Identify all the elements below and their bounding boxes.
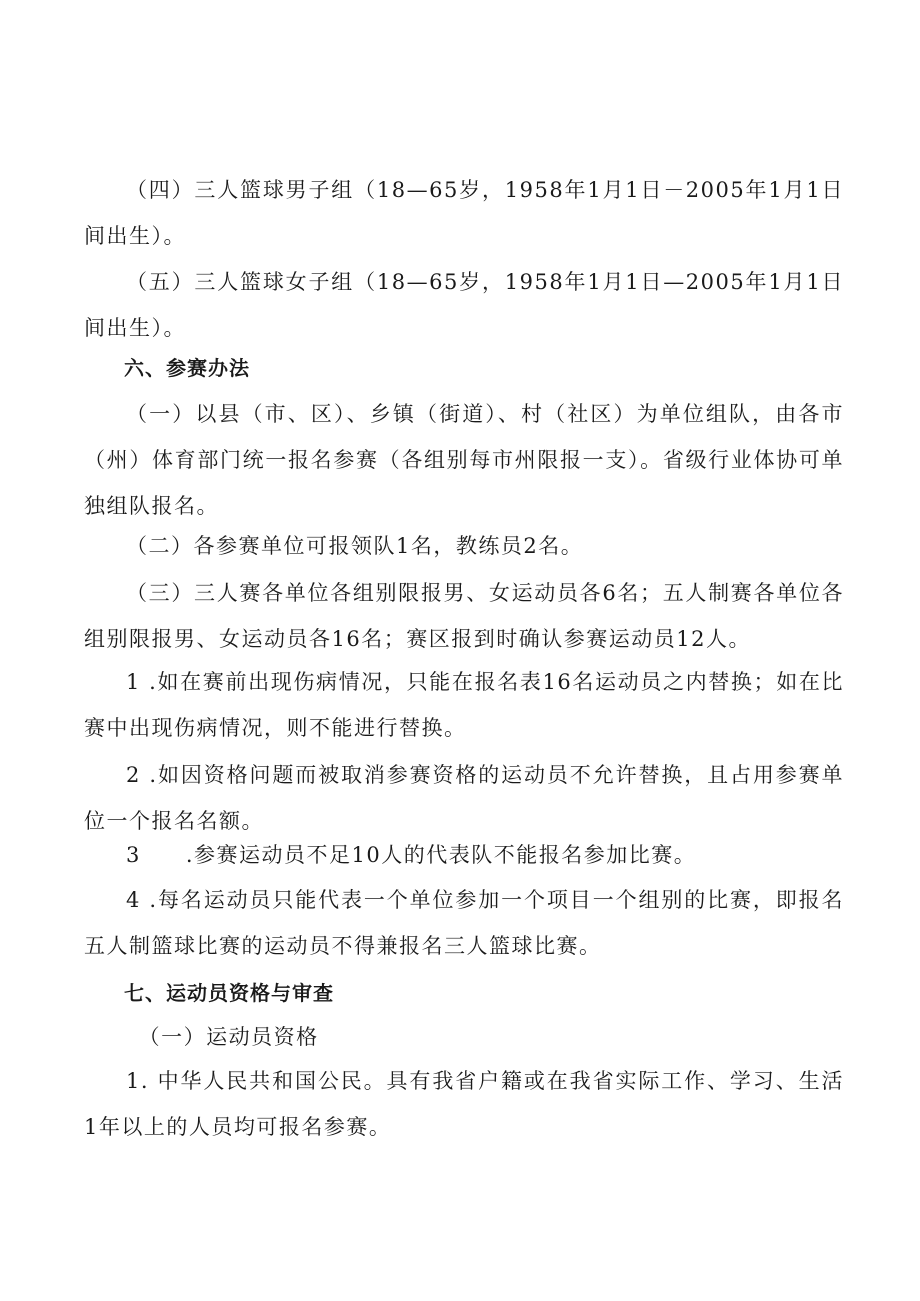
paragraph-group-four: （四）三人篮球男子组（18—65岁，1958年1月1日－2005年1月1日间出生）。	[84, 178, 844, 248]
paragraph-eligibility-one: 1. 中华人民共和国公民。具有我省户籍或在我省实际工作、学习、生活1年以上的人员均可报名参赛。	[84, 1069, 844, 1139]
paragraph-group-five: （五）三人篮球女子组（18—65岁，1958年1月1日—2005年1月1日间出生）。	[84, 270, 844, 340]
subsection-heading-athlete-eligibility: （一）运动员资格	[138, 1025, 319, 1049]
paragraph-item-four: 4 .每名运动员只能代表一个单位参加一个项目一个组别的比赛，即报名五人制篮球比赛的运动员不得兼报名三人篮球比赛。	[84, 888, 844, 958]
paragraph-item-three: 3 .参赛运动员不足10人的代表队不能报名参加比赛。	[126, 843, 697, 867]
paragraph-item-one: 1 .如在赛前出现伤病情况，只能在报名表16名运动员之内替换；如在比赛中出现伤病情况，则不能进行替换。	[84, 670, 844, 740]
paragraph-rule-one: （一）以县（市、区）、乡镇（街道）、村（社区）为单位组队，由各市（州）体育部门统一报名参赛（各组别每市州限报一支）。省级行业体协可单独组队报名。	[84, 402, 844, 518]
paragraph-item-two: 2 .如因资格问题而被取消参赛资格的运动员不允许替换，且占用参赛单位一个报名名额。	[84, 763, 844, 833]
paragraph-rule-two: （二）各参赛单位可报领队1名，教练员2名。	[126, 534, 584, 558]
paragraph-rule-three: （三）三人赛各单位各组别限报男、女运动员各6名；五人制赛各单位各组别限报男、女运动员各16名；赛区报到时确认参赛运动员12人。	[84, 581, 844, 651]
section-heading-seven: 七、运动员资格与审查	[124, 981, 334, 1005]
section-heading-six: 六、参赛办法	[124, 356, 250, 380]
